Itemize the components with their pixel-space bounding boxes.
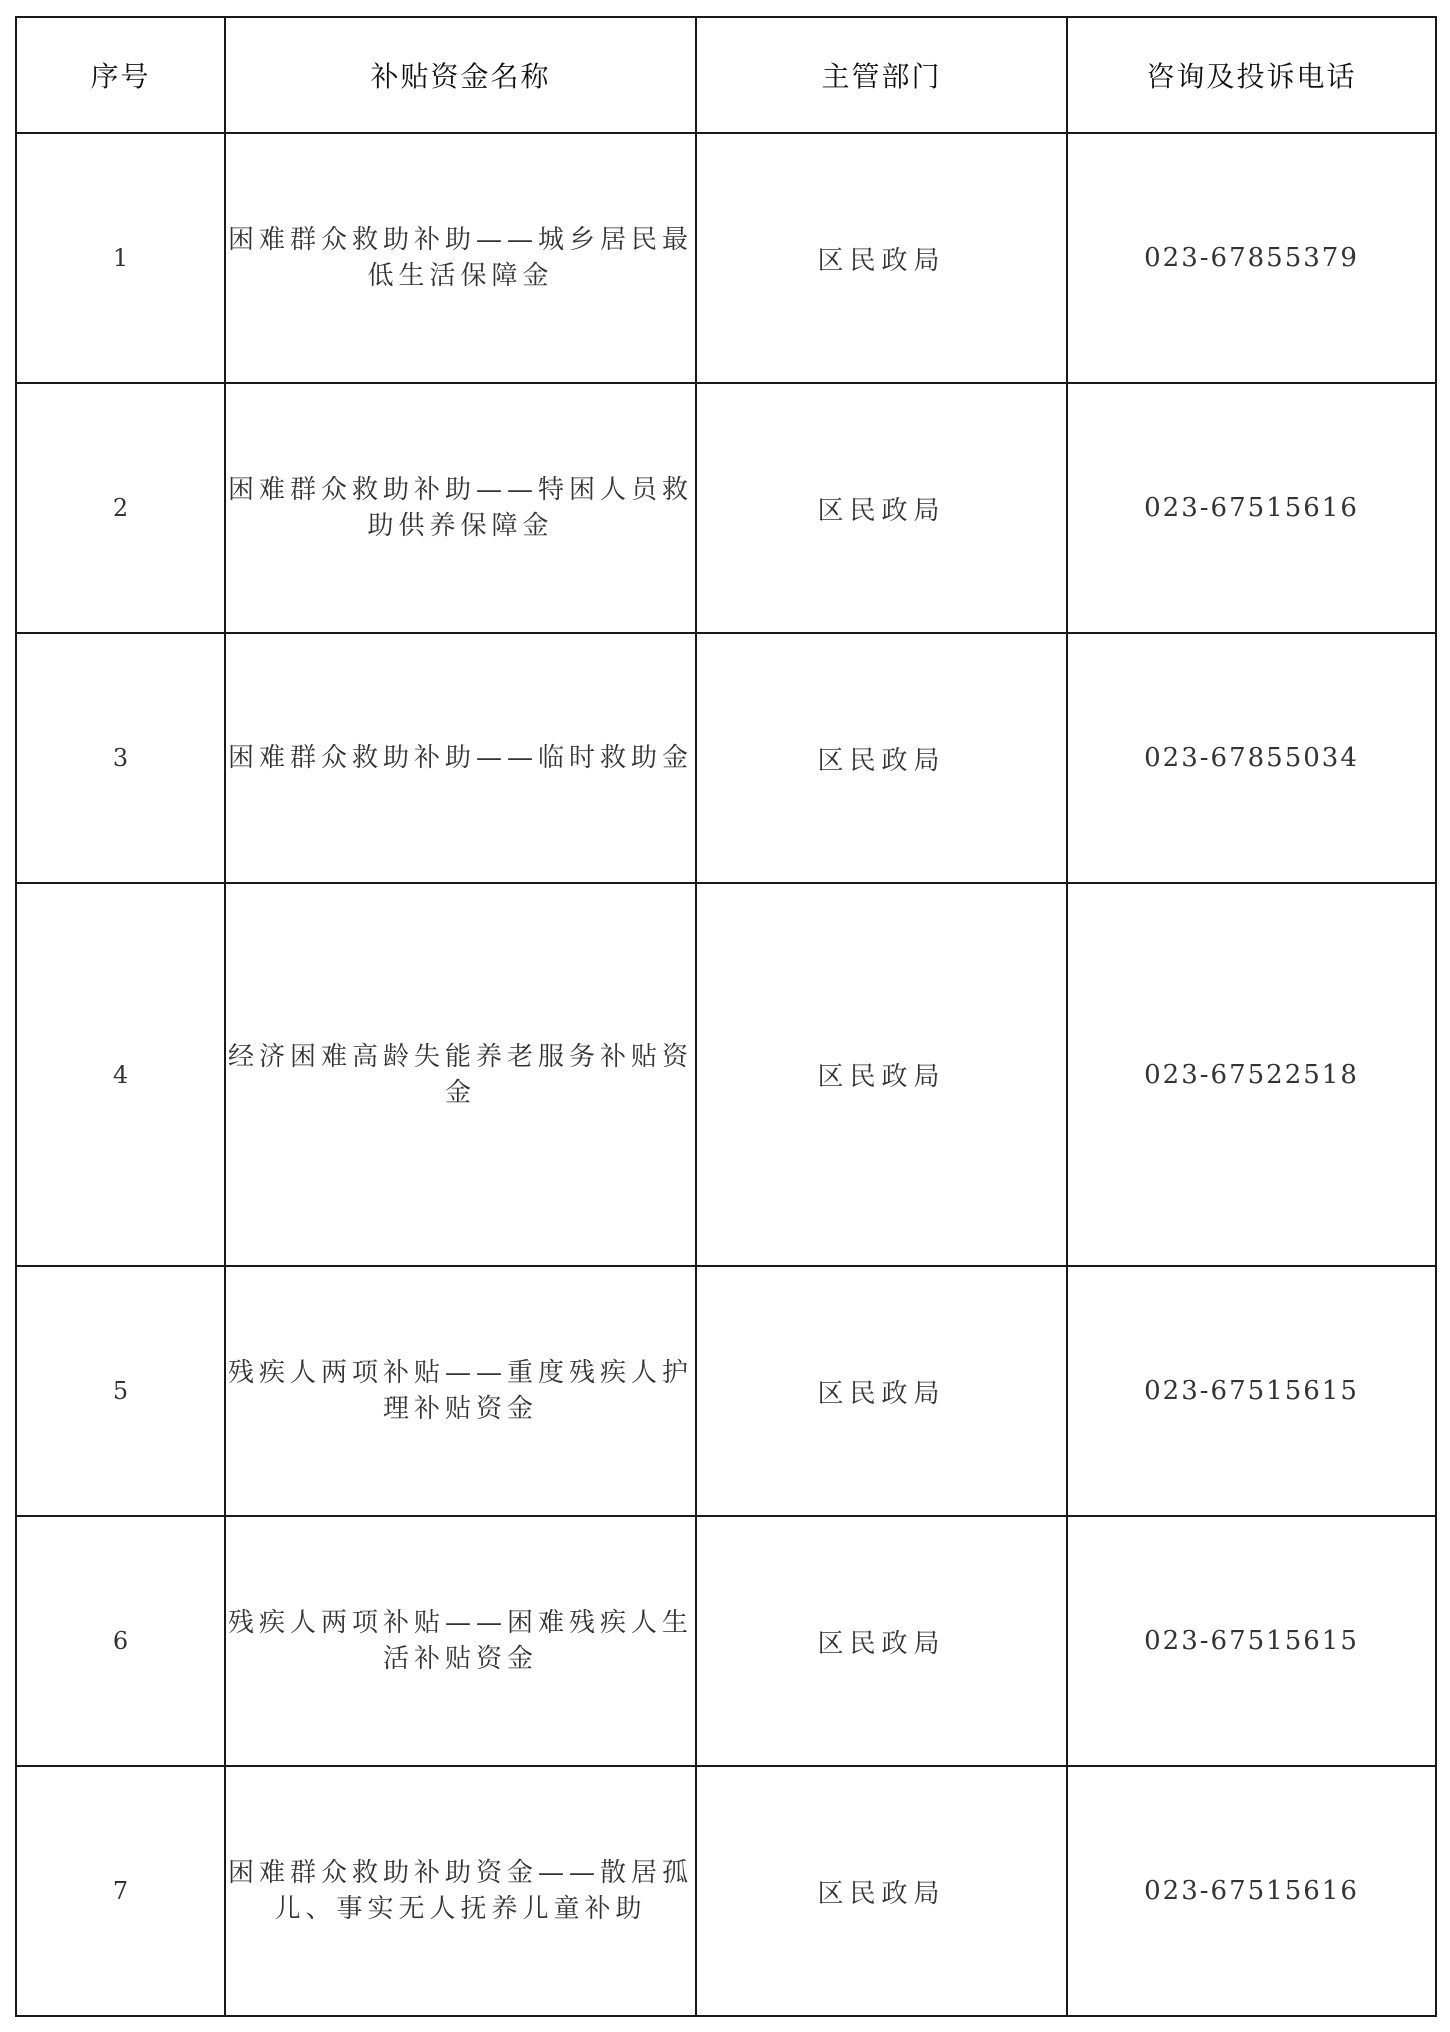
subsidy-name — [225, 1516, 696, 1766]
table-row — [16, 1266, 1436, 1516]
subsidy-name-text: 残疾人两项补贴——困难残疾人生活补贴资金 — [227, 1608, 693, 1674]
subsidy-name-text: 经济困难高龄失能养老服务补贴资金 — [227, 1041, 693, 1108]
subsidy-name-text: 残疾人两项补贴——重度残疾人护理补贴资金 — [227, 1358, 693, 1424]
row-index: 5 — [16, 1266, 225, 1516]
phone-number: 023-67515615 — [1067, 1266, 1436, 1516]
table-row — [16, 383, 1436, 633]
table-header-row — [16, 17, 1436, 133]
table-row — [16, 1516, 1436, 1766]
department: 区民政局 — [696, 1766, 1067, 2016]
subsidy-name-text: 困难群众救助补助——特困人员救助供养保障金 — [227, 475, 693, 541]
subsidy-name-text: 困难群众救助补助——临时救助金 — [227, 743, 693, 773]
row-index: 6 — [16, 1516, 225, 1766]
row-index: 2 — [16, 383, 225, 633]
phone-number: 023-67515616 — [1067, 1766, 1436, 2016]
table-row — [16, 883, 1436, 1266]
subsidy-name — [225, 1266, 696, 1516]
subsidy-contact-table — [15, 16, 1437, 2017]
subsidy-name-text: 困难群众救助补助资金——散居孤儿、事实无人抚养儿童补助 — [227, 1858, 693, 1924]
department: 区民政局 — [696, 883, 1067, 1266]
header-phone: 咨询及投诉电话 — [1067, 17, 1436, 133]
row-index: 3 — [16, 633, 225, 883]
phone-number: 023-67855379 — [1067, 133, 1436, 383]
phone-number: 023-67515616 — [1067, 383, 1436, 633]
table-row — [16, 1766, 1436, 2016]
department: 区民政局 — [696, 633, 1067, 883]
department: 区民政局 — [696, 383, 1067, 633]
subsidy-name — [225, 383, 696, 633]
phone-number: 023-67522518 — [1067, 883, 1436, 1266]
subsidy-name — [225, 1766, 696, 2016]
department: 区民政局 — [696, 1266, 1067, 1516]
row-index: 1 — [16, 133, 225, 383]
phone-number: 023-67855034 — [1067, 633, 1436, 883]
header-index: 序号 — [16, 17, 225, 133]
row-index: 7 — [16, 1766, 225, 2016]
subsidy-name — [225, 633, 696, 883]
phone-number: 023-67515615 — [1067, 1516, 1436, 1766]
department: 区民政局 — [696, 133, 1067, 383]
header-department: 主管部门 — [696, 17, 1067, 133]
header-subsidy-name: 补贴资金名称 — [225, 17, 696, 133]
subsidy-name-text: 困难群众救助补助——城乡居民最低生活保障金 — [227, 225, 693, 291]
table-row — [16, 633, 1436, 883]
subsidy-name — [225, 133, 696, 383]
row-index: 4 — [16, 883, 225, 1266]
subsidy-name — [225, 883, 696, 1266]
department: 区民政局 — [696, 1516, 1067, 1766]
table-row — [16, 133, 1436, 383]
